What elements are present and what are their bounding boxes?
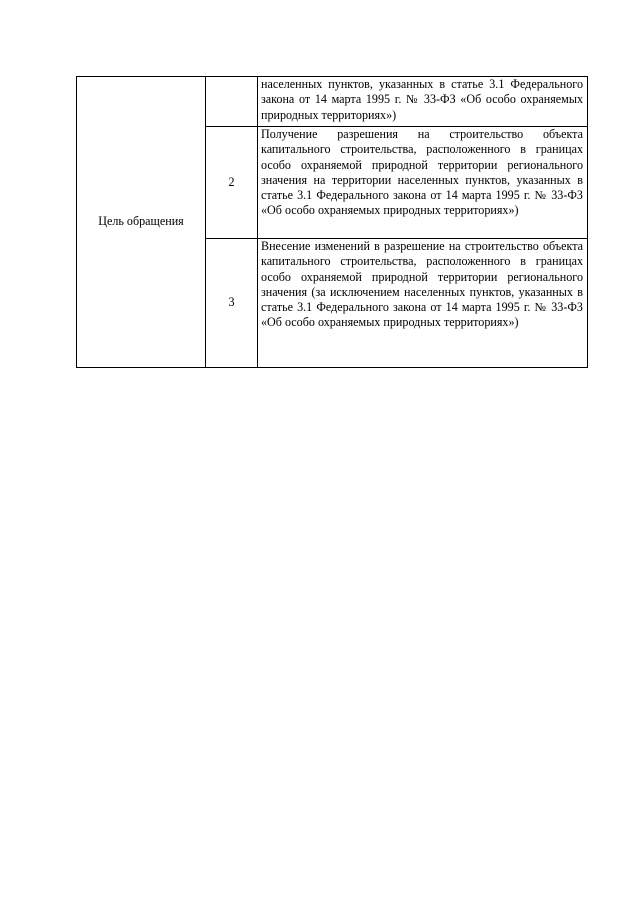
purpose-label-cell	[77, 77, 206, 368]
row-number-cell	[206, 77, 258, 127]
table-row	[77, 77, 588, 127]
row-text-cell	[258, 77, 588, 127]
row-number-cell	[206, 239, 258, 368]
row-text: Внесение изменений в разрешение на строительство объекта капитального строительства, расположенного в границах особо охраняемой природной территории регионального значения (за исключением населенных пунктов, указанных в статье 3.1 Федерального закона от 14 марта 1995 г. № 33-ФЗ «Об особо охраняемых природных территориях»)	[261, 239, 583, 330]
row-text: населенных пунктов, указанных в статье 3.1 Федерального закона от 14 марта 1995 г. № 33-ФЗ «Об особо охраняемых природных территориях»)	[261, 77, 583, 122]
row-text-cell	[258, 127, 588, 239]
row-text-cell	[258, 239, 588, 368]
purpose-label: Цель обращения	[98, 214, 184, 229]
purpose-table	[76, 76, 588, 368]
row-number: 2	[228, 174, 235, 189]
row-text: Получение разрешения на строительство объекта капитального строительства, расположенного в границах особо охраняемой природной территории регионального значения на территории населенных пунктов, указанных в статье 3.1 Федерального закона от 14 марта 1995 г. № 33-ФЗ «Об особо охраняемых природных территориях»)	[261, 127, 583, 218]
row-number: 3	[228, 295, 235, 310]
row-number-cell	[206, 127, 258, 239]
